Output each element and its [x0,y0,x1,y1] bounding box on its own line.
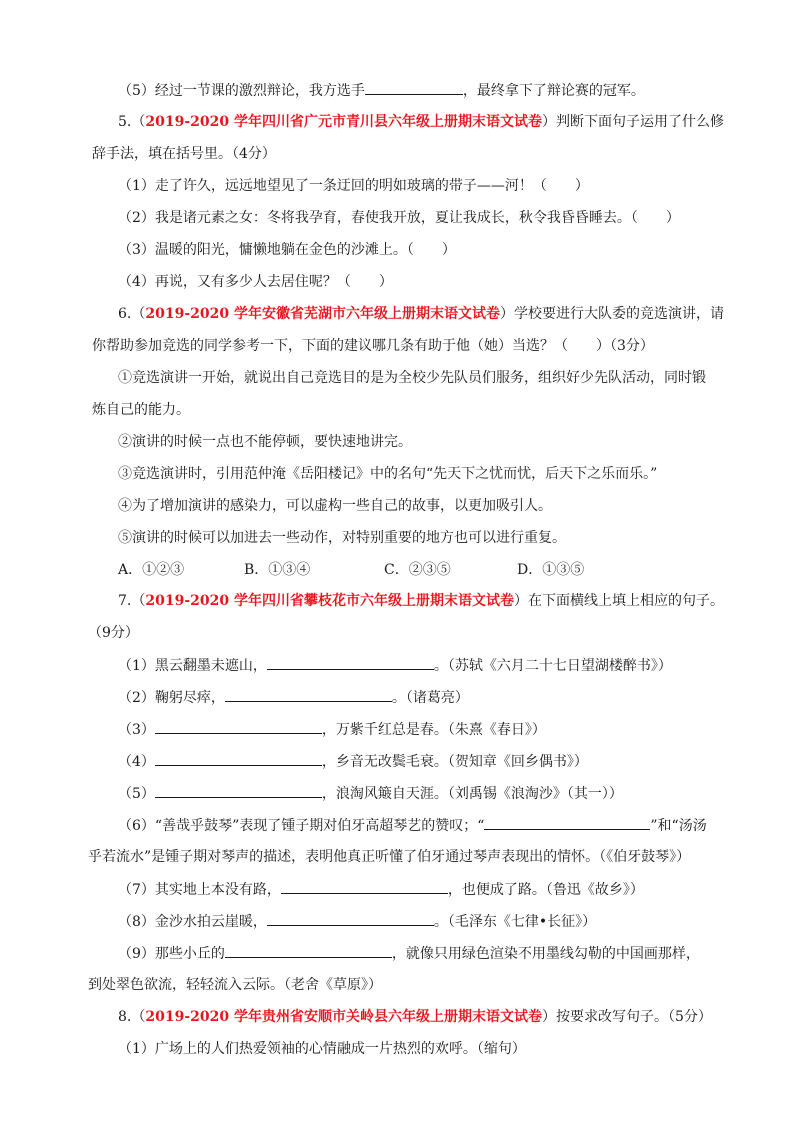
answer-blank[interactable] [281,879,448,894]
q7-source: 2019-2020 学年四川省攀枝花市六年级上册期末语文试卷 [145,593,514,609]
q7-item-7: （7）其实地上本没有路， ，也便成了路。（鲁迅《故乡》） [118,879,644,900]
answer-blank[interactable] [155,751,322,766]
answer-blank[interactable] [484,815,650,830]
q5-stem: 5.（2019-2020 学年四川省广元市青川县六年级上册期末语文试卷）判断下面句子运用了什么修 [118,114,724,130]
q5-source: 2019-2020 学年四川省广元市青川县六年级上册期末语文试卷 [145,114,542,130]
q6-option-3: ③竞选演讲时，引用范仲淹《岳阳楼记》中的名句“先天下之忧而忧，后天下之乐而乐。” [118,466,658,482]
q6-stem-cont: 你帮助参加竞选的同学参考一下，下面的建议哪几条有助于他（她）当选？（ ）（3分） [92,338,654,354]
q6-option-2: ②演讲的时候一点也不能停顿，要快速地讲完。 [118,434,412,450]
q7-item-1: （1）黑云翻墨未遮山， 。（苏轼《六月二十七日望湖楼醉书》） [118,655,672,676]
q6-option-1: ①竞选演讲一开始，就说出自己竞选目的是为全校少先队员们服务，组织好少先队活动，同时锻 [118,370,706,386]
q7-item-8: （8）金沙水拍云崖暖， 。（毛泽东《七律•长征》） [118,911,596,932]
q8-source: 2019-2020 学年贵州省安顺市关岭县六年级上册期末语文试卷 [145,1009,542,1025]
answer-blank[interactable] [225,687,392,702]
q5-stem-cont: 辞手法，填在括号里。（4分） [92,146,276,162]
q7-stem-cont: （9分） [88,625,139,641]
q6-source: 2019-2020 学年安徽省芜湖市六年级上册期末语文试卷 [145,306,500,322]
answer-blank[interactable] [267,911,434,926]
answer-blank[interactable] [155,783,322,798]
q7-item-3: （3） ，万紫千红总是春。（朱熹《春日》） [118,719,546,740]
q5-item-2: （2）我是诸元素之女：冬将我孕育，春使我开放，夏让我成长，秋令我昏昏睡去。（ ） [118,210,680,226]
answer-blank[interactable] [155,719,322,734]
q7-item-2: （2）鞠躬尽瘁， 。（诸葛亮） [118,687,469,708]
answer-blank[interactable] [267,655,434,670]
answer-blank[interactable] [365,80,463,95]
q8-stem: 8.（2019-2020 学年贵州省安顺市关岭县六年级上册期末语文试卷）按要求改写句子。（5分） [118,1009,712,1025]
q5-item-4: （4）再说，又有多少人去居住呢？（ ） [118,274,393,290]
q6-stem: 6.（2019-2020 学年安徽省芜湖市六年级上册期末语文试卷）学校要进行大队委的竞选演讲，请 [118,306,724,322]
q7-stem: 7.（2019-2020 学年四川省攀枝花市六年级上册期末语文试卷）在下面横线上填上相应的句子。 [118,593,724,609]
q7-item-4: （4） ，乡音无改鬓毛衰。（贺知章《回乡偶书》） [118,751,588,772]
q4-item-5: （5）经过一节课的激烈辩论，我方选手 ，最终拿下了辩论赛的冠军。 [118,80,645,101]
q6-choice-b[interactable]: B．①③④ [244,562,311,578]
q6-option-4: ④为了增加演讲的感染力，可以虚构一些自己的故事，以更加吸引人。 [118,498,552,514]
q5-item-1: （1）走了许久，远远地望见了一条迂回的明如玻璃的带子——河！（ ） [118,178,589,194]
q6-choice-d[interactable]: D．①③⑤ [517,562,585,578]
q7-item-6-cont: 乎若流水”是锺子期对琴声的描述，表明他真正听懂了伯牙通过琴声表现出的情怀。（《伯牙鼓琴》） [88,849,691,865]
q7-item-5: （5） ，浪淘风簸自天涯。（刘禹锡《浪淘沙》（其一）） [118,783,623,804]
q8-item-1: （1）广场上的人们热爱领袖的心情融成一片热烈的欢呼。（缩句） [118,1041,526,1057]
answer-blank[interactable] [225,943,392,958]
q6-option-1-cont: 炼自己的能力。 [92,402,190,418]
q6-choice-c[interactable]: C．②③⑤ [384,562,451,578]
q7-item-9: （9）那些小丘的 ，就像只用绿色渲染不用墨线勾勒的中国画那样， [118,943,700,964]
q7-item-9-cont: 到处翠色欲流，轻轻流入云际。（老舍《草原》） [88,977,382,993]
q6-option-5: ⑤演讲的时候可以加进去一些动作，对特别重要的地方也可以进行重复。 [118,530,566,546]
q7-item-6: （6）“善哉乎鼓琴”表现了锺子期对伯牙高超琴艺的赞叹；“ ”和“汤汤 [118,815,707,836]
q6-choice-a[interactable]: A．①②③ [118,562,185,578]
q5-item-3: （3）温暖的阳光，慵懒地躺在金色的沙滩上。（ ） [118,242,456,258]
